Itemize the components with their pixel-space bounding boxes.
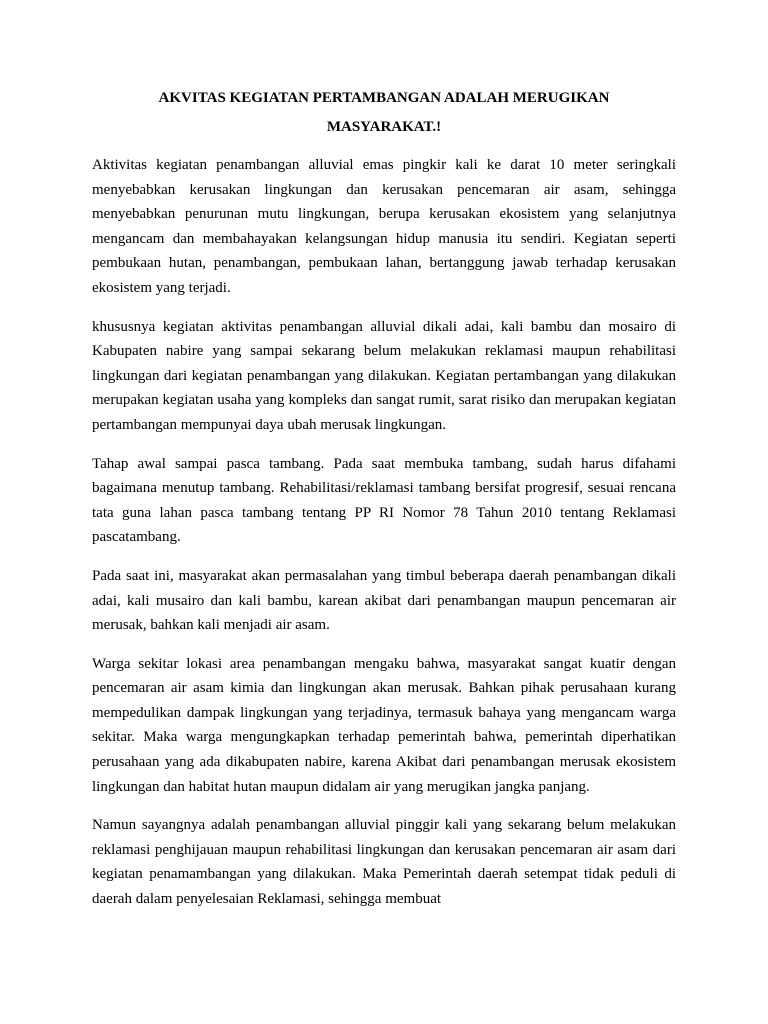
paragraph-5: Warga sekitar lokasi area penambangan mengaku bahwa, masyarakat sangat kuatir dengan pencemaran air asam kimia dan lingkungan akan merusak. Bahkan pihak perusahaan kurang mempedulikan dampak lingkungan yang terjadinya, termasuk bahaya yang mengancam warga sekitar. Maka warga mengungkapkan terhadap pemerintah bahwa, pemerintah diperhatikan perusahaan yang ada dikabupaten nabire, karena Akibat dari penambangan merusak ekosistem lingkungan dan habitat hutan maupun didalam air yang merugikan jangka panjang. — [92, 655, 676, 795]
title-line-2: MASYARAKAT.! — [326, 119, 442, 135]
paragraph-2: khususnya kegiatan aktivitas penambangan alluvial dikali adai, kali bambu dan mosairo di Kabupaten nabire yang sampai sekarang belum melakukan reklamasi maupun rehabilitasi lingkungan dari kegiatan penambangan yang dilakukan. Kegiatan pertambangan yang dilakukan merupakan kegiatan usaha yang kompleks dan sangat rumit, sarat risiko dan merupakan kegiatan pertambangan mempunyai daya ubah merusak lingkungan. — [92, 318, 676, 433]
paragraph-1: Aktivitas kegiatan penambangan alluvial emas pingkir kali ke darat 10 meter seringkali menyebabkan kerusakan lingkungan dan kerusakan pencemaran air asam, sehingga menyebabkan penurunan mutu lingkungan, berupa kerusakan ekosistem yang selanjutnya mengancam dan membahayakan kelangsungan hidup manusia itu sendiri. Kegiatan seperti pembukaan hutan, penambangan, pembukaan lahan, bertanggung jawab terhadap kerusakan ekosistem yang terjadi. — [92, 157, 676, 296]
document-title — [92, 84, 676, 142]
document-body — [92, 84, 676, 926]
paragraph-4: Pada saat ini, masyarakat akan permasalahan yang timbul beberapa daerah penambangan dikali adai, kali musairo dan kali bambu, karean akibat dari penambangan maupun pencemaran air merusak, bahkan kali menjadi air asam. — [92, 567, 676, 634]
paragraph-3: Tahap awal sampai pasca tambang. Pada saat membuka tambang, sudah harus difahami bagaimana menutup tambang. Rehabilitasi/reklamasi tambang bersifat progresif, sesuai rencana tata guna lahan pasca tambang tentang PP RI Nomor 78 Tahun 2010 tentang Reklamasi pascatambang. — [92, 455, 676, 546]
title-line-1: AKVITAS KEGIATAN PERTAMBANGAN ADALAH MERUGIKAN — [158, 90, 610, 106]
paragraph-6: Namun sayangnya adalah penambangan alluvial pinggir kali yang sekarang belum melakukan reklamasi penghijauan maupun rehabilitasi lingkungan dan kerusakan pencemaran air asam dari kegiatan penamambangan yang dilakukan. Maka Pemerintah daerah setempat tidak peduli di daerah dalam penyelesaian Reklamasi, sehingga membuat — [92, 817, 676, 908]
